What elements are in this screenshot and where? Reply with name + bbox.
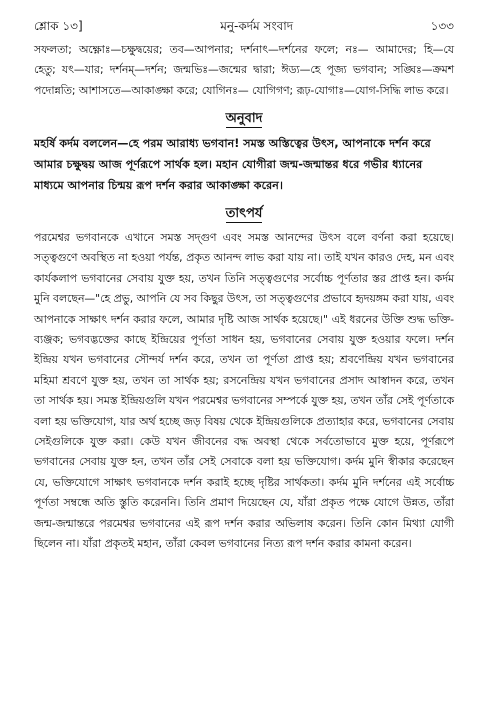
verse-reference: শ্লোক ১৩]	[34, 19, 83, 33]
translation-text: মহর্ষি কর্দম বললেন—হে পরম আরাধ্য ভগবান! সমস্ত অস্তিত্বের উৎস, আপনাকে দর্শন করে আমার চক্ষুদ্বয় আজ পূর্ণরূপে সার্থক হল। মহান যোগীরা জন্ম-জন্মান্তর ধরে গভীর ধ্যানের মাধ্যমে আপনার চিন্ময় রূপ দর্শন করার আকাঙ্ক্ষা করেন।	[34, 136, 431, 192]
purport-heading	[34, 204, 454, 224]
book-page	[34, 18, 454, 554]
translation-heading-text: অনুবাদ	[225, 110, 263, 126]
running-header	[34, 18, 454, 40]
purport-block	[34, 228, 454, 555]
chapter-title: মনু-কর্দম সংবাদ	[220, 19, 294, 33]
purport-text: পরমেশ্বর ভগবানকে এখানে সমস্ত সদ্গুণ এবং সমস্ত আনন্দের উৎস বলে বর্ণনা করা হয়েছে। সত্ত্বগুণে অবস্থিত না হওয়া পর্যন্ত, প্রকৃত আনন্দ লাভ করা যায় না। তাই যখন কারও দেহ, মন এবং কার্যকলাপ ভগবানের সেবায় যুক্ত হয়, তখন তিনি সত্ত্বগুণের সর্বোচ্চ পূর্ণতার স্তর প্রাপ্ত হন। কর্দম মুনি বলছেন—"হে প্রভু, আপনি যে সব কিছুর উৎস, তা সত্ত্বগুণের প্রভাবে হৃদয়ঙ্গম করা যায়, এবং আপনাকে সাক্ষাৎ দর্শন করার ফলে, আমার দৃষ্টি আজ সার্থক হয়েছে।" এই ধরনের উক্তি শুদ্ধ ভক্তি-ব্যঞ্জক; ভগবদ্ভক্তের কাছে ইন্দ্রিয়ের পূর্ণতা সাধন হয়, ভগবানের সেবায় যুক্ত হওয়ার ফলে। দর্শন ইন্দ্রিয় যখন ভগবানের সৌন্দর্য দর্শন করে, তখন তা পূর্ণতা প্রাপ্ত হয়; শ্রবণেন্দ্রিয় যখন ভগবানের মহিমা শ্রবণে যুক্ত হয়, তখন তা সার্থক হয়; রসনেন্দ্রিয় যখন ভগবানের প্রসাদ আস্বাদন করে, তখন তা সার্থক হয়। সমস্ত ইন্দ্রিয়গুলি যখন পরমেশ্বর ভগবানের সম্পর্কে যুক্ত হয়, তখন তাঁর সেই পূর্ণতাকে বলা হয় ভক্তিযোগ, যার অর্থ হচ্ছে জড় বিষয় থেকে ইন্দ্রিয়গুলিকে প্রত্যাহার করে, ভগবানের সেবায় সেইগুলিকে যুক্ত করা। কেউ যখন জীবনের বদ্ধ অবস্থা থেকে সর্বতোভাবে মুক্ত হয়ে, পূর্ণরূপে ভগবানের সেবায় যুক্ত হন, তখন তাঁর সেই সেবাকে বলা হয় ভক্তিযোগ। কর্দম মুনি স্বীকার করেছেন যে, ভক্তিযোগে সাক্ষাৎ ভগবানকে দর্শন করাই হচ্ছে দৃষ্টির সার্থকতা। কর্দম মুনি দর্শনের এই সর্বোচ্চ পূর্ণতা সম্বন্ধে অতি স্তুতি করেননি। তিনি প্রমাণ দিয়েছেন যে, যাঁরা প্রকৃত পক্ষে যোগে উন্নত, তাঁরা জন্ম-জন্মান্তরে পরমেশ্বর ভগবানের এই রূপ দর্শন করার অভিলাষ করেন। তিনি কোন মিথ্যা যোগী ছিলেন না। যাঁরা প্রকৃতই মহান, তাঁরা কেবল ভগবানের নিত্য রূপ দর্শন করার কামনা করেন।	[34, 230, 454, 550]
synonyms-block	[34, 40, 454, 101]
synonyms-text: সফলতা; অক্ষ্ণোঃ—চক্ষুদ্বয়ের; তব—আপনার; দর্শনাৎ—দর্শনের ফলে; নঃ— আমাদের; হি—যে হেতু; যৎ—যার; দর্শনম্—দর্শন; জন্মভিঃ—জন্মের দ্বারা; ঈড্য—হে পূজ্য ভগবান; সঙ্ঘিঃ—ক্রমশ পদোন্নতি; আশাসতে—আকাঙ্ক্ষা করে; যোগিনঃ— যোগিগণ; রূঢ়-যোগাঃ—যোগ-সিদ্ধি লাভ করে।	[34, 43, 454, 97]
page-number: ১৩৩	[430, 19, 454, 33]
translation-heading	[34, 109, 454, 129]
translation-block	[34, 133, 454, 196]
purport-heading-text: তাৎপর্য	[225, 205, 263, 221]
